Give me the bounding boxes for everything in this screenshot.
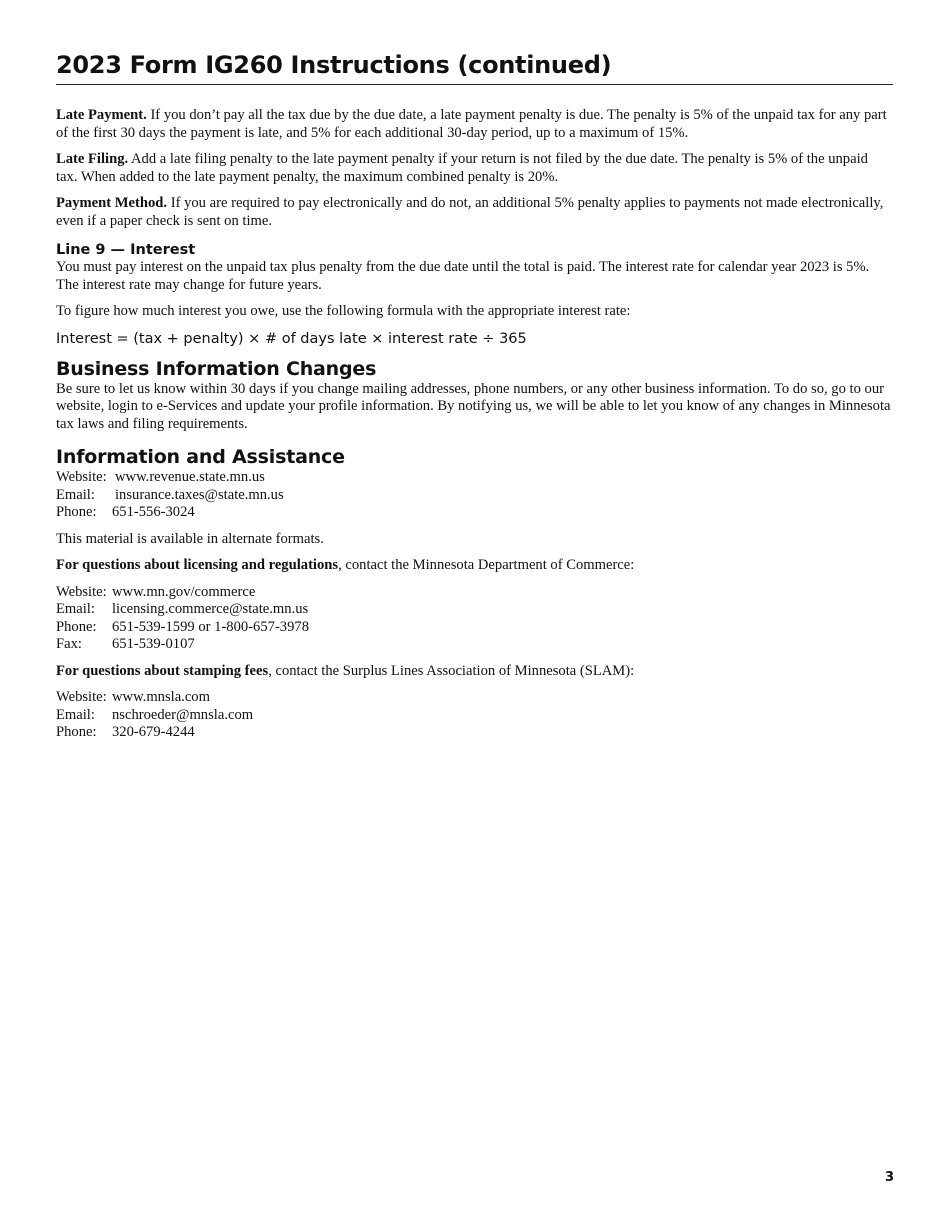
payment-method-paragraph	[56, 195, 893, 230]
commerce-fax: 651-539-0107	[112, 636, 195, 652]
commerce-email: licensing.commerce@state.mn.us	[112, 601, 309, 617]
assistance-phone: 651-556-3024	[112, 504, 195, 520]
assistance-contact	[56, 469, 893, 522]
page-number: 3	[884, 1170, 894, 1185]
slam-contact	[56, 689, 893, 742]
business-changes-text: Be sure to let us know within 30 days if you change mailing addresses, phone numbers, or any other business information. To do so, go to our website, login to e-Services and update your profile information. By notifying us, we will be able to let you know of any changes in Minnesota tax laws and filing requirements.	[56, 380, 891, 432]
slam-email: nschroeder@mnsla.com	[112, 706, 254, 723]
commerce-phone: 651-539-1599 or 1-800-657-3978	[112, 618, 309, 635]
slam-email-label: Email:	[56, 706, 95, 723]
commerce-email-label: Email:	[56, 601, 95, 617]
slam-paragraph	[56, 663, 893, 681]
slam-phone: 320-679-4244	[112, 724, 195, 740]
late-payment-lead: Late Payment.	[56, 107, 147, 123]
line9-text: You must pay interest on the unpaid tax plus penalty from the due date until the total is paid. The interest rate for calendar year 2023 is 5%. The interest rate may change for future years.	[56, 259, 870, 293]
commerce-phone-label: Phone:	[56, 618, 97, 635]
assistance-heading: Information and Assistance	[56, 446, 345, 468]
alternate-formats-note: This material is available in alternate formats.	[56, 530, 324, 547]
slam-website-label: Website:	[56, 689, 107, 705]
commerce-contact	[56, 584, 893, 654]
page-title: 2023 Form IG260 Instructions (continued)	[56, 48, 893, 85]
commerce-website: www.mn.gov/commerce	[112, 583, 256, 600]
slam-lead: For questions about stamping fees	[56, 662, 269, 679]
late-payment-paragraph	[56, 107, 893, 142]
assistance-website: www.revenue.state.mn.us	[115, 469, 265, 485]
slam-phone-label: Phone:	[56, 724, 97, 740]
commerce-fax-label: Fax:	[56, 636, 82, 652]
late-filing-paragraph	[56, 151, 893, 186]
late-filing-lead: Late Filing.	[56, 151, 129, 167]
assistance-email: insurance.taxes@state.mn.us	[115, 486, 284, 503]
payment-method-lead: Payment Method.	[56, 195, 168, 211]
business-changes-heading: Business Information Changes	[56, 357, 377, 380]
commerce-text: , contact the Minnesota Department of Commerce:	[338, 557, 635, 573]
commerce-paragraph	[56, 557, 893, 575]
interest-formula: Interest = (tax + penalty) × # of days late × interest rate ÷ 365	[56, 330, 527, 347]
commerce-website-label: Website:	[56, 583, 107, 600]
assistance-email-label: Email:	[56, 486, 95, 503]
line9-heading: Line 9 — Interest	[56, 242, 196, 258]
assistance-phone-label: Phone:	[56, 504, 97, 520]
payment-method-text: If you are required to pay electronically and do not, an additional 5% penalty applies to payments not made electronically, even if a paper check is sent on time.	[56, 195, 884, 229]
slam-website: www.mnsla.com	[112, 689, 210, 705]
document-page	[56, 48, 893, 742]
commerce-lead: For questions about licensing and regulations	[56, 557, 339, 573]
slam-text: , contact the Surplus Lines Association of Minnesota (SLAM):	[268, 662, 635, 679]
late-filing-text: Add a late filing penalty to the late payment penalty if your return is not filed by the due date. The penalty is 5% of the unpaid tax. When added to the late payment penalty, the maximum combined penalty is 20%.	[56, 151, 868, 185]
assistance-website-label: Website:	[56, 469, 107, 485]
line9-formula-intro: To figure how much interest you owe, use the following formula with the appropriate interest rate:	[56, 303, 631, 319]
late-payment-text: If you don’t pay all the tax due by the due date, a late payment penalty is due. The penalty is 5% of the unpaid tax for any part of the first 30 days the payment is late, and 5% for each additional 30-day period, up to a maximum of 15%.	[56, 107, 887, 141]
